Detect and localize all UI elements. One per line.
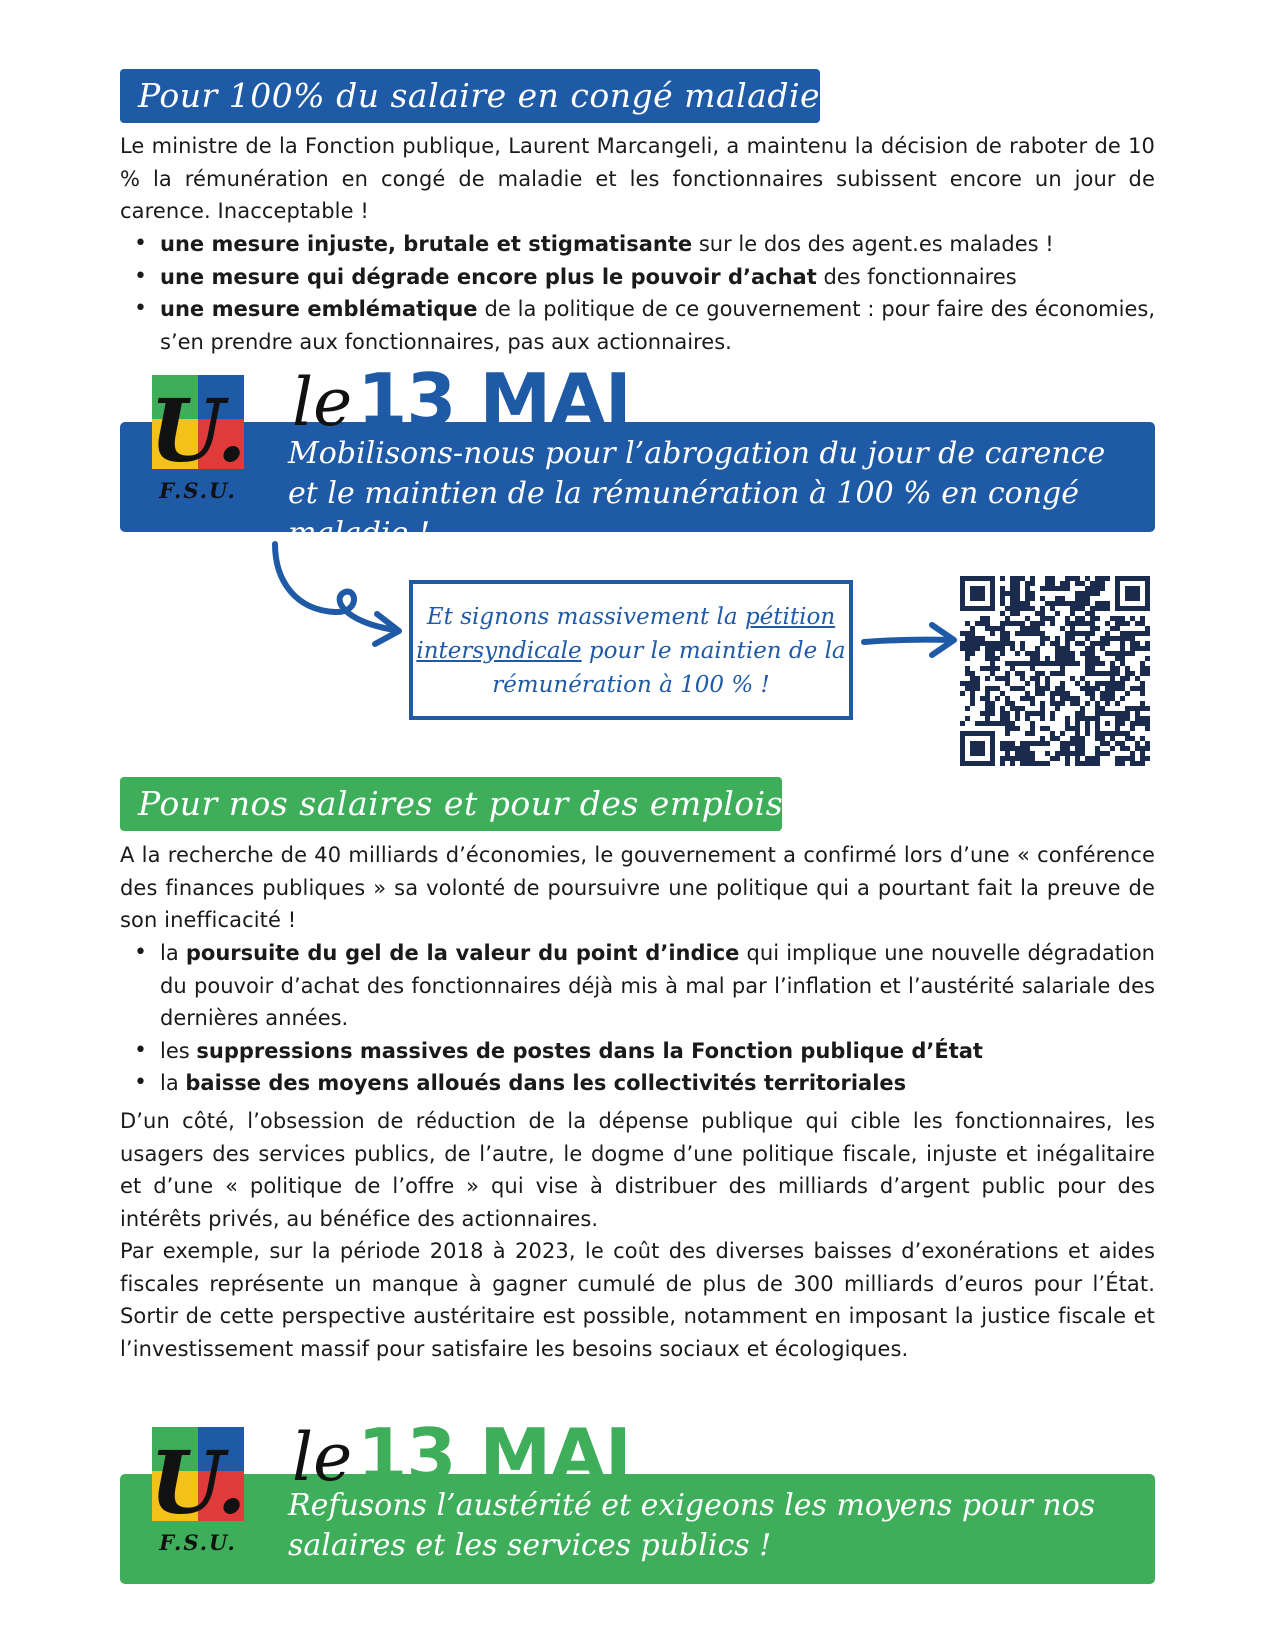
- le-word: le: [292, 364, 353, 441]
- intro-paragraph: Le ministre de la Fonction publique, Laurent Marcangeli, a maintenu la décision de raboter de 10 % la rémunération en congé de maladie et les fonctionnaires subissent encore un jour de carence. Inacceptable !: [120, 134, 1155, 223]
- date-heading: [292, 1413, 631, 1497]
- petition-link[interactable]: pétition: [744, 604, 836, 630]
- petition-link-2[interactable]: intersyndicale: [416, 638, 582, 664]
- curved-arrow-icon: [265, 540, 415, 654]
- list-item: • une mesure emblématique de la politique de ce gouvernement : pour faire des économies, s’en prendre aux fonctionnaires, pas aux actionnaires.: [120, 293, 1155, 358]
- banner-text: Mobilisons-nous pour l’abrogation du jour de carence et le maintien de la rémunération à 100 % en congé maladie !: [288, 436, 1106, 551]
- logo-caption: F.S.U.: [159, 1530, 237, 1555]
- date-text: 13 MAI: [357, 358, 631, 442]
- right-arrow-icon: [860, 620, 960, 664]
- date-text: 13 MAI: [357, 1413, 631, 1497]
- logo-caption: F.S.U.: [159, 478, 237, 503]
- date-heading: [292, 358, 631, 442]
- list-item: • les suppressions massives de postes dans la Fonction publique d’État: [120, 1035, 1155, 1068]
- list-item: • la poursuite du gel de la valeur du point d’indice qui implique une nouvelle dégradation du pouvoir d’achat des fonctionnaires déjà mis à mal par l’inflation et l’austérité salariale des dernières années.: [120, 937, 1155, 1035]
- measures-list: [120, 228, 1155, 358]
- section-heading-salary-sick-leave: Pour 100% du salaire en congé maladie !: [120, 69, 820, 123]
- section2-paragraph-3: Par exemple, sur la période 2018 à 2023, le coût des diverses baisses d’exonérations et aides fiscales représente un manque à gagner cumulé de plus de 300 milliards d’euros pour l’État. Sortir de cette perspective austéritaire est possible, notamment en imposant la justice fiscale et l’investissement massif pour satisfaire les besoins sociaux et écologiques.: [120, 1239, 1155, 1361]
- le-word: le: [292, 1419, 353, 1496]
- svg-text:U.: U.: [149, 1433, 247, 1534]
- section-heading-salaries-jobs: Pour nos salaires et pour des emplois !: [120, 777, 782, 831]
- petition-box: Et signons massivement la pétition intersyndicale pour le maintien de la rémunération à 100 % !: [409, 580, 853, 720]
- section2-paragraph: A la recherche de 40 milliards d’économies, le gouvernement a confirmé lors d’une « conférence des finances publiques » sa volonté de poursuivre une politique qui a pourtant fait la preuve de son inefficacité !: [120, 843, 1155, 932]
- qr-code-icon[interactable]: [960, 576, 1150, 766]
- policy-list: [120, 937, 1155, 1100]
- list-item: • une mesure qui dégrade encore plus le pouvoir d’achat des fonctionnaires: [120, 261, 1155, 294]
- svg-text:U.: U.: [149, 381, 247, 482]
- banner-text: Refusons l’austérité et exigeons les moyens pour nos salaires et les services publics !: [288, 1488, 1096, 1563]
- austerity-banner: [120, 1474, 1155, 1584]
- list-item: • une mesure injuste, brutale et stigmatisante sur le dos des agent.es malades !: [120, 228, 1155, 261]
- section2-paragraph-2: D’un côté, l’obsession de réduction de la dépense publique qui cible les fonctionnaires, les usagers des services publics, de l’autre, le dogme d’une politique fiscale, injuste et inégalitaire et d’une « politique de l’offre » qui vise à distribuer des milliards d’argent public pour des intérêts privés, au bénéfice des actionnaires.: [120, 1109, 1155, 1231]
- mobilisation-banner: [120, 422, 1155, 551]
- list-item: • la baisse des moyens alloués dans les collectivités territoriales: [120, 1067, 1155, 1100]
